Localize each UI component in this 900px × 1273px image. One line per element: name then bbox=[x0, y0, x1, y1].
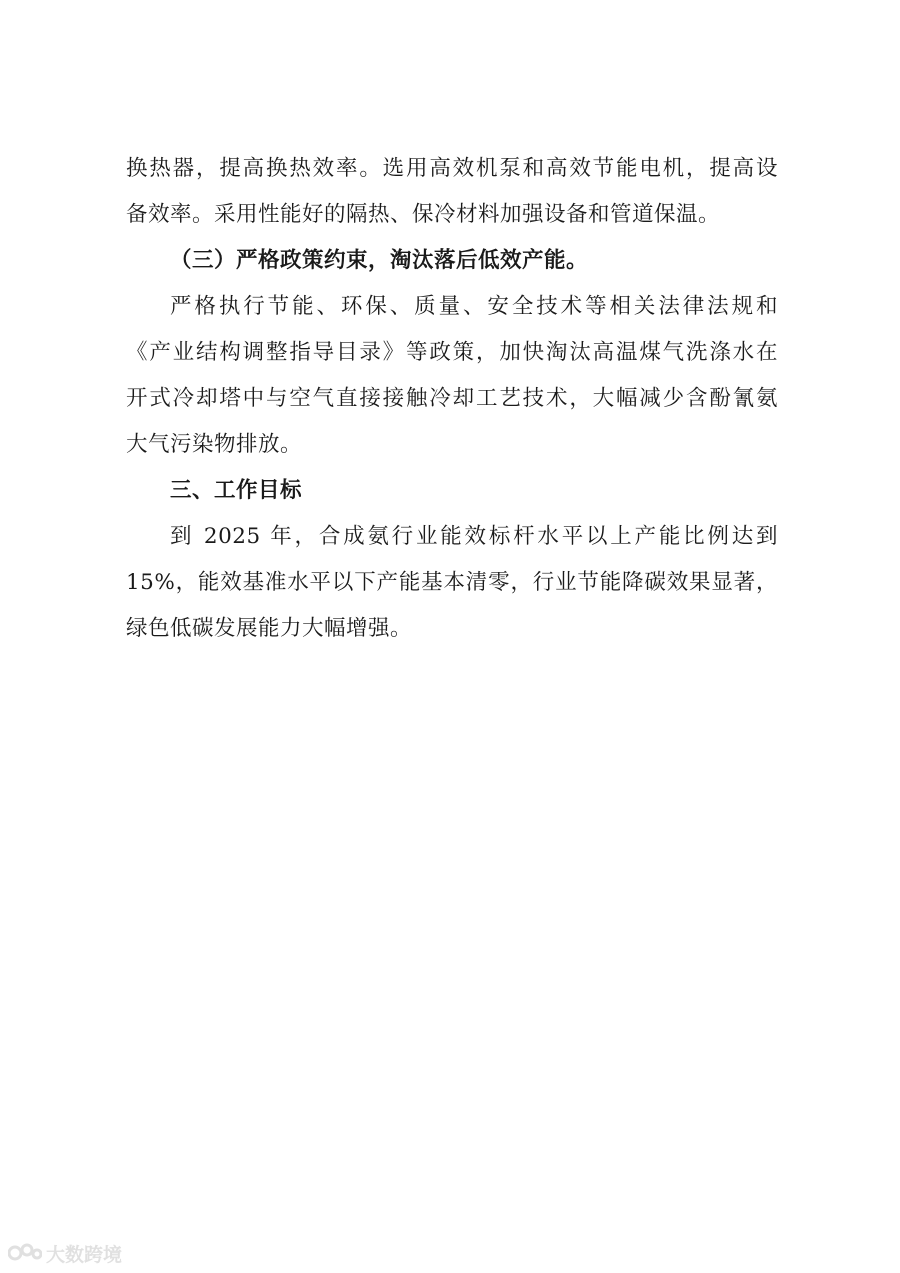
paragraph-line: 《产业结构调整指导目录》等政策，加快淘汰高温煤气洗涤水在 bbox=[126, 340, 778, 365]
paragraph-line: 到 2025 年，合成氨行业能效标杆水平以上产能比例达到 bbox=[170, 524, 778, 549]
paragraph-line: 备效率。采用性能好的隔热、保冷材料加强设备和管道保温。 bbox=[126, 202, 721, 227]
document-body bbox=[126, 146, 778, 652]
subsection-heading: （三）严格政策约束，淘汰落后低效产能。 bbox=[170, 248, 589, 273]
paragraph-line: 大气污染物排放。 bbox=[126, 432, 303, 457]
watermark bbox=[8, 1240, 122, 1266]
paragraph-line: 开式冷却塔中与空气直接接触冷却工艺技术，大幅减少含酚氰氨 bbox=[126, 386, 778, 411]
brand-logo-icon bbox=[8, 1242, 42, 1264]
watermark-text: 大数跨境 bbox=[46, 1243, 123, 1266]
paragraph-line: 15%，能效基准水平以下产能基本清零，行业节能降碳效果显著， bbox=[126, 570, 778, 595]
paragraph-line: 换热器，提高换热效率。选用高效机泵和高效节能电机，提高设 bbox=[126, 156, 778, 181]
section-heading: 三、工作目标 bbox=[170, 478, 303, 503]
paragraph-line: 严格执行节能、环保、质量、安全技术等相关法律法规和 bbox=[170, 294, 778, 319]
paragraph-line: 绿色低碳发展能力大幅增强。 bbox=[126, 616, 413, 641]
